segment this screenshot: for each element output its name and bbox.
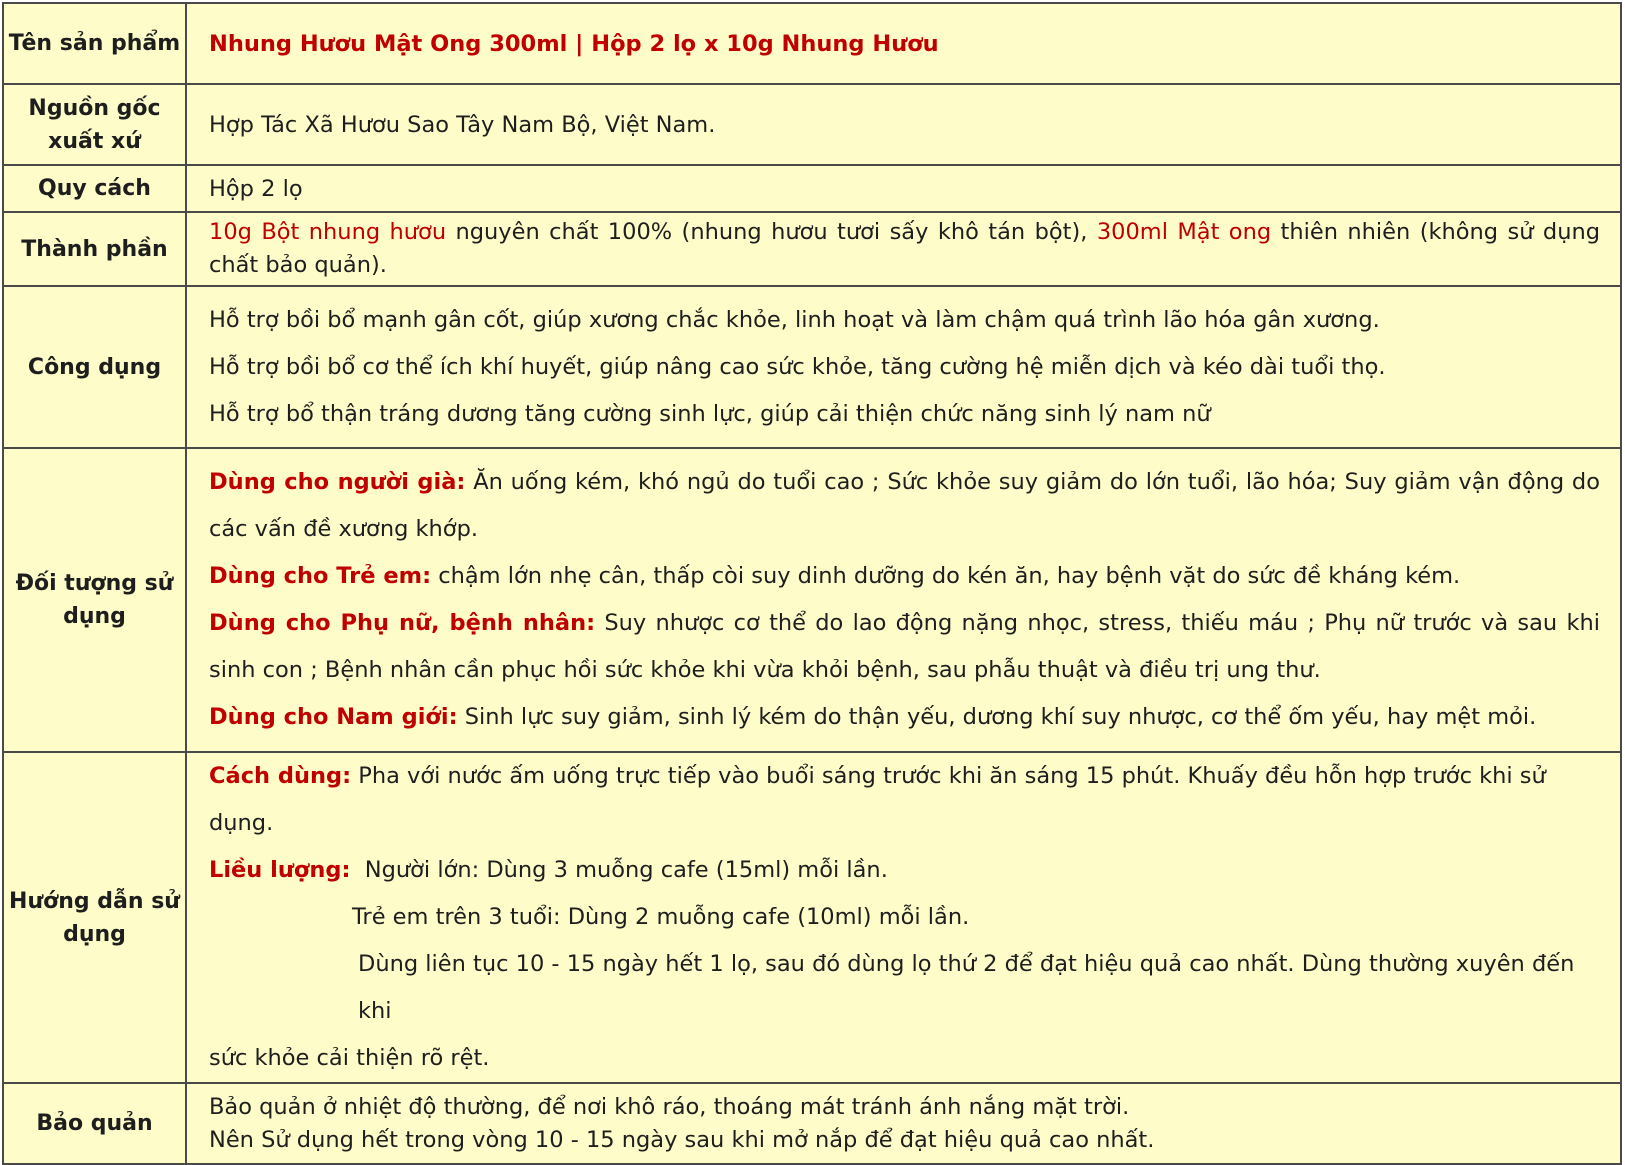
audience-item [209,553,1600,600]
usage-dose-course-end: sức khỏe cải thiện rõ rệt. [209,1045,490,1071]
ingredient-honey: 300ml Mật ong [1096,219,1272,245]
audience-head: Dùng cho Phụ nữ, bệnh nhân: [209,610,596,636]
row-storage [3,1083,1621,1164]
storage-line: Nên Sử dụng hết trong vòng 10 - 15 ngày sau khi mở nắp để đạt hiệu quả cao nhất. [209,1126,1155,1153]
row-ingredients [3,212,1621,286]
value-audience [186,448,1621,752]
usage-method-head: Cách dùng: [209,763,352,789]
usage-method-text: Pha với nước ấm uống trực tiếp vào buổi sáng trước khi ăn sáng 15 phút. Khuấy đều hỗn hợp trước khi sử dụng. [209,763,1546,836]
use-line: Hỗ trợ bồi bổ mạnh gân cốt, giúp xương chắc khỏe, linh hoạt và làm chậm quá trình lão hóa gân xương. [209,306,1380,333]
ingredients-text [209,216,1600,282]
use-line: Hỗ trợ bổ thận tráng dương tăng cường sinh lực, giúp cải thiện chức năng sinh lý nam nữ [209,400,1211,427]
value-uses [186,286,1621,448]
label-storage: Bảo quản [3,1083,186,1164]
storage-line: Bảo quản ở nhiệt độ thường, để nơi khô ráo, thoáng mát tránh ánh nắng mặt trời. [209,1093,1130,1120]
audience-head: Dùng cho Trẻ em: [209,563,432,589]
audience-item [209,694,1600,741]
row-uses [3,286,1621,448]
value-product-name: Nhung Hươu Mật Ong 300ml | Hộp 2 lọ x 10g Nhung Hươu [186,3,1621,84]
ingredient-honey-desc: thiên nhiên (không sử dụng chất bảo quản). [209,219,1600,278]
audience-text: Ăn uống kém, khó ngủ do tuổi cao ; Sức khỏe suy giảm do lớn tuổi, lão hóa; Suy giảm vận động do các vấn đề xương khớp. [209,469,1600,542]
usage-dose-course: Dùng liên tục 10 - 15 ngày hết 1 lọ, sau đó dùng lọ thứ 2 để đạt hiệu quả cao nhất. Dùng thường xuyên đến khi [358,951,1575,1024]
product-info-table [2,2,1622,1165]
value-origin: Hợp Tác Xã Hươu Sao Tây Nam Bộ, Việt Nam. [186,84,1621,165]
row-spec [3,165,1621,212]
usage-dose-child: Trẻ em trên 3 tuổi: Dùng 2 muỗng cafe (10ml) mỗi lần. [352,904,970,930]
ingredient-deer-antler: 10g Bột nhung hươu [209,219,447,245]
usage-method [209,753,1600,847]
audience-head: Dùng cho người già: [209,469,466,495]
row-usage [3,752,1621,1083]
label-spec: Quy cách [3,165,186,212]
label-product-name: Tên sản phẩm [3,3,186,84]
audience-text: chậm lớn nhẹ cân, thấp còi suy dinh dưỡng do kén ăn, hay bệnh vặt do sức đề kháng kém. [431,563,1461,589]
row-product-name [3,3,1621,84]
value-storage [186,1083,1621,1164]
audience-item [209,459,1600,553]
value-ingredients [186,212,1621,286]
ingredient-deer-antler-desc: nguyên chất 100% (nhung hươu tươi sấy khô tán bột), [446,219,1097,245]
label-usage: Hướng dẫn sử dụng [3,752,186,1083]
row-audience [3,448,1621,752]
label-origin: Nguồn gốc xuất xứ [3,84,186,165]
audience-text: Suy nhược cơ thể do lao động nặng nhọc, stress, thiếu máu ; Phụ nữ trước và sau khi sinh con ; Bệnh nhân cần phục hồi sức khỏe khi vừa khỏi bệnh, sau phẫu thuật và điều trị ung thư. [209,610,1600,683]
label-ingredients: Thành phần [3,212,186,286]
value-usage [186,752,1621,1083]
use-line: Hỗ trợ bồi bổ cơ thể ích khí huyết, giúp nâng cao sức khỏe, tăng cường hệ miễn dịch và kéo dài tuổi thọ. [209,353,1386,380]
row-origin [3,84,1621,165]
usage-dose-adult-text: Người lớn: Dùng 3 muỗng cafe (15ml) mỗi lần. [350,857,888,883]
usage-dose-adult [209,847,1600,894]
audience-item [209,600,1600,694]
usage-dose-head: Liều lượng: [209,857,351,883]
value-spec: Hộp 2 lọ [186,165,1621,212]
audience-text: Sinh lực suy giảm, sinh lý kém do thận yếu, dương khí suy nhược, cơ thể ốm yếu, hay mệt mỏi. [457,704,1537,730]
audience-head: Dùng cho Nam giới: [209,704,458,730]
label-audience: Đối tượng sử dụng [3,448,186,752]
label-uses: Công dụng [3,286,186,448]
